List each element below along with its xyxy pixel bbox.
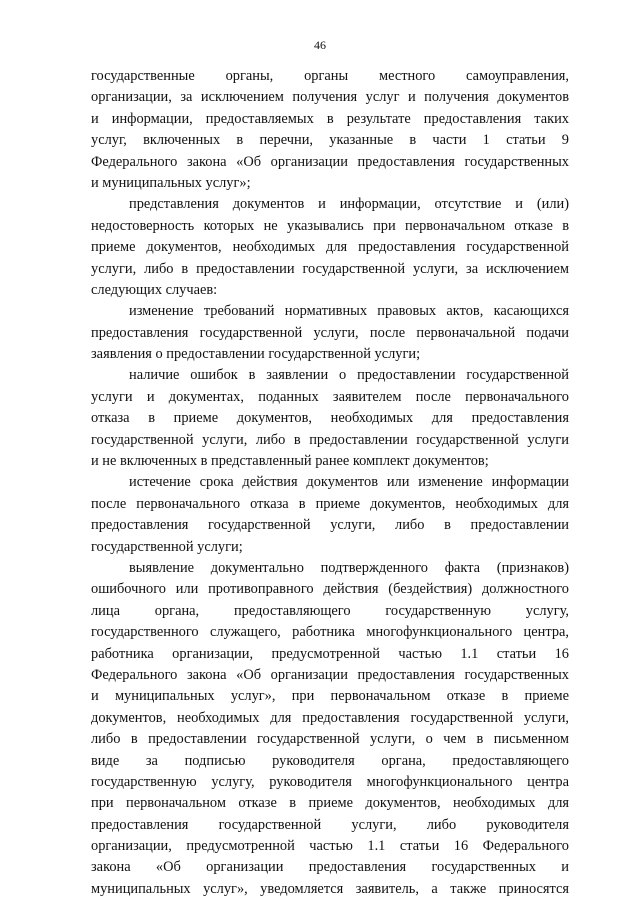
text-line: и муниципальных услуг», при первоначальном отказе в приеме <box>91 688 569 705</box>
text-line: виде за подписью руководителя органа, предоставляющего <box>91 752 569 769</box>
text-line: выявление документально подтвержденного факта (признаков) <box>129 559 569 576</box>
text-line: организации, предусмотренной частью 1.1 статьи 16 Федерального <box>91 838 569 855</box>
text-line: предоставления государственной услуги, после первоначальной подачи <box>91 324 569 341</box>
text-line: заявления о предоставлении государственной услуги; <box>91 346 421 363</box>
text-line: ошибочного или противоправного действия (бездействия) должностного <box>91 581 569 598</box>
text-line: документов, необходимых для предоставления государственной услуги, <box>91 709 569 726</box>
text-line: при первоначальном отказе в приеме документов, необходимых для <box>91 795 569 812</box>
text-line: либо в предоставлении государственной услуги, о чем в письменном <box>91 731 569 748</box>
text-line: государственной услуги; <box>91 538 243 555</box>
text-line: представления документов и информации, отсутствие и (или) <box>129 196 569 213</box>
page-number: 46 <box>314 38 326 52</box>
text-line: организации, за исключением получения услуг и получения документов <box>91 89 569 106</box>
text-line: государственной услуги, либо в предоставлении государственной услуги <box>91 431 569 448</box>
document-body <box>91 66 569 900</box>
text-line: и муниципальных услуг»; <box>91 174 251 191</box>
text-line: закона «Об организации предоставления государственных и <box>91 859 569 876</box>
text-line: и не включенных в представленный ранее комплект документов; <box>91 453 489 470</box>
text-line: отказа в приеме документов, необходимых для предоставления <box>91 410 569 427</box>
text-line: муниципальных услуг», уведомляется заявитель, а также приносятся <box>91 880 569 897</box>
text-line: после первоначального отказа в приеме документов, необходимых для <box>91 495 569 512</box>
text-line: следующих случаев: <box>91 281 218 298</box>
text-line: недостоверность которых не указывались при первоначальном отказе в <box>91 217 569 234</box>
text-line: наличие ошибок в заявлении о предоставлении государственной <box>129 367 569 384</box>
text-line: изменение требований нормативных правовых актов, касающихся <box>129 303 569 320</box>
text-line: государственные органы, органы местного самоуправления, <box>91 68 569 84</box>
text-line: государственного служащего, работника многофункционального центра, <box>91 624 569 641</box>
text-line: Федерального закона «Об организации предоставления государственных <box>91 153 569 170</box>
text-line: государственную услугу, руководителя многофункционального центра <box>91 773 569 790</box>
text-line: лица органа, предоставляющего государственную услугу, <box>91 602 569 619</box>
text-line: и информации, предоставляемых в результате предоставления таких <box>91 110 569 127</box>
text-line: Федерального закона «Об организации предоставления государственных <box>91 666 569 683</box>
text-line: предоставления государственной услуги, либо в предоставлении <box>91 517 569 534</box>
text-line: истечение срока действия документов или изменение информации <box>129 474 569 491</box>
text-line: предоставления государственной услуги, либо руководителя <box>91 816 569 833</box>
text-line: услуг, включенных в перечни, указанные в части 1 статьи 9 <box>91 132 569 149</box>
text-line: приеме документов, необходимых для предоставления государственной <box>91 239 569 256</box>
text-line: работника организации, предусмотренной частью 1.1 статьи 16 <box>91 645 569 662</box>
text-line: услуги, либо в предоставлении государственной услуги, за исключением <box>91 260 569 277</box>
text-line: услуги и документах, поданных заявителем после первоначального <box>91 388 569 405</box>
